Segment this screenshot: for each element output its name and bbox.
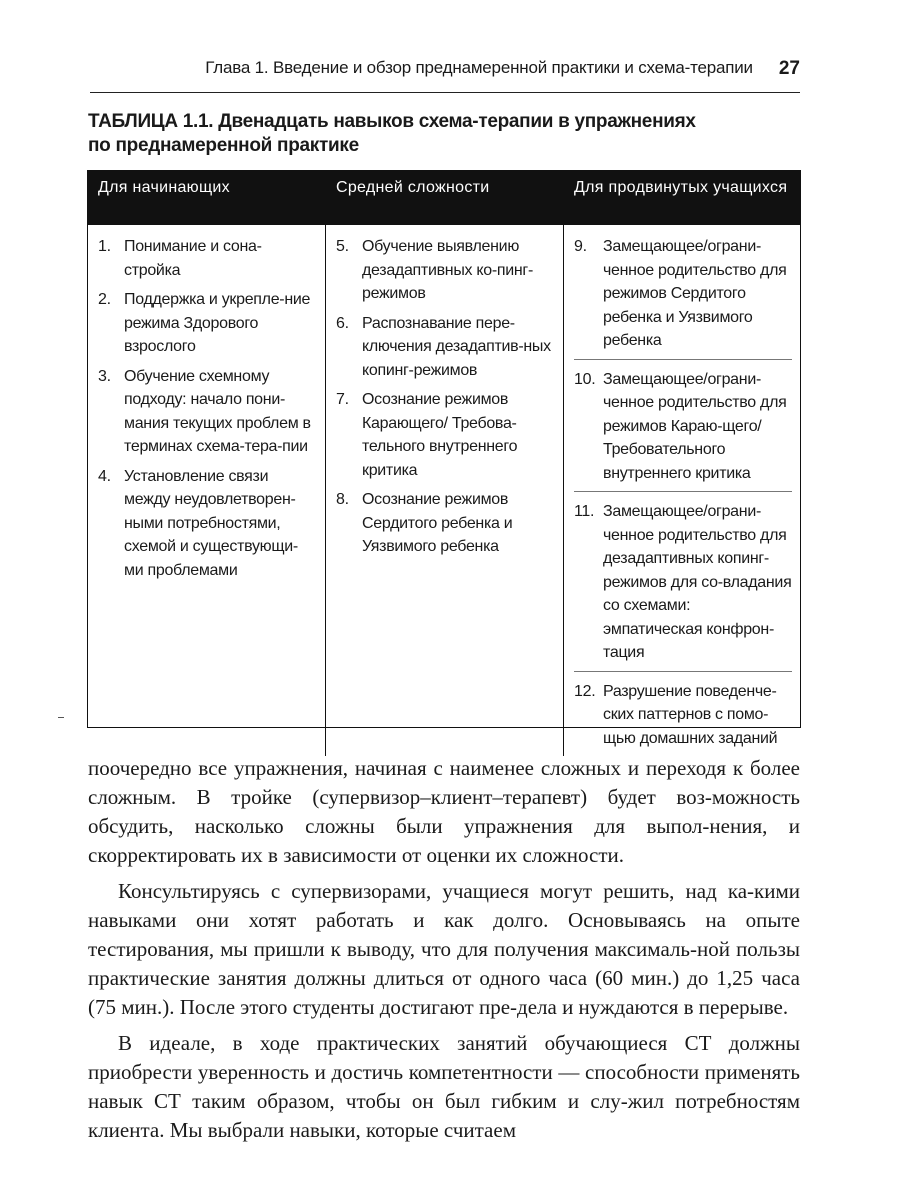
item-number: 4. [98,467,111,485]
body-text [88,754,800,1152]
item-text: Обучение схемному подходу: начало пони-мания текущих проблем в терминах схема-тера-пии [124,367,311,455]
item-number: 9. [574,238,587,255]
chapter-title: Глава 1. Введение и обзор преднамеренной практики и схема-терапии [205,58,753,77]
item-number: 12. [574,682,596,700]
column-advanced [564,225,800,756]
column-beginner [88,225,326,756]
item-divider [574,359,792,360]
item-divider [574,491,792,492]
item-text: Установление связи между неудовлетворен-ными потребностями, схемой и существующи-ми проблемами [124,467,298,579]
list-item [98,288,317,359]
list-item [574,680,792,751]
header-advanced: Для продвинутых учащихся [564,171,800,225]
item-text: Поддержка и укрепле-ние режима Здорового взрослого [124,291,311,355]
table-caption [88,110,808,158]
column-intermediate [326,225,564,756]
list-item [336,312,555,383]
item-number: 2. [98,291,111,308]
page-number: 27 [778,58,800,79]
header-intermediate: Средней сложности [326,171,564,225]
list-item [336,488,555,559]
list-item [336,235,555,306]
list-item [574,235,792,353]
item-number: 11. [574,503,595,520]
list-item [98,365,317,459]
paragraph: Консультируясь с супервизорами, учащиеся могут решить, над ка-кими навыками они хотят работать и как долго. Основываясь на опыте тестирования, мы пришли к выводу, что для получения максималь-ной пользы практические занятия должны длиться от одного часа (60 мин.) до 1,25 часа (75 мин.). После этого студенты достигают пре-дела и нуждаются в перерыве. [88,879,800,1019]
item-number: 6. [336,314,349,332]
list-item [98,465,317,583]
item-text: Замещающее/ограни-ченное родительство для режимов Сердитого ребенка и Уязвимого ребенка [603,238,787,349]
table-caption-line-1: ТАБЛИЦА 1.1. Двенадцать навыков схема-терапии в упражнениях [88,111,696,132]
item-text: Разрушение поведенче-ских паттернов с помо-щью домашних заданий [603,682,778,747]
item-number: 10. [574,370,596,388]
paragraph: В идеале, в ходе практических занятий обучающиеся СТ должны приобрести уверенность и достичь компетентности — способности применять навык СТ таким образом, чтобы он был гибким и слу-жил потребностям клиента. Мы выбрали навыки, которые считаем [88,1031,800,1142]
item-text: Обучение выявлению дезадаптивных ко-пинг-режимов [362,238,533,302]
item-text: Замещающее/ограни-ченное родительство для дезадаптивных копинг-режимов для со-владания со схемами: эмпатическая конфрон-тация [603,503,792,661]
table-caption-line-2: по преднамеренной практике [88,135,359,156]
item-text: Распознавание пере-ключения дезадаптив-ных копинг-режимов [362,314,551,379]
list-item [574,368,792,486]
item-text: Осознание режимов Сердитого ребенка и Уязвимого ребенка [362,491,513,555]
item-number: 5. [336,238,349,255]
item-text: Осознание режимов Карающего/ Требова-тельного внутреннего критика [362,391,518,479]
list-item [574,500,792,665]
item-divider [574,671,792,672]
item-text: Понимание и сона-стройка [124,238,262,279]
list-item [336,388,555,482]
header-beginner: Для начинающих [88,171,326,225]
item-number: 3. [98,367,111,385]
margin-mark [58,717,64,718]
item-text: Замещающее/ограни-ченное родительство для режимов Караю-щего/ Требовательного внутреннего критика [603,370,787,482]
paragraph: поочередно все упражнения, начиная с наименее сложных и переходя к более сложным. В тройке (супервизор–клиент–терапевт) будет воз-можность обсудить, насколько сложны были упражнения для выпол-нения, и скорректировать их в зависимости от оценки их сложности. [88,756,800,867]
item-number: 7. [336,391,349,408]
skills-table [87,170,801,747]
item-number: 1. [98,238,111,255]
item-number: 8. [336,491,349,508]
list-item [98,235,317,282]
running-header [90,58,800,93]
